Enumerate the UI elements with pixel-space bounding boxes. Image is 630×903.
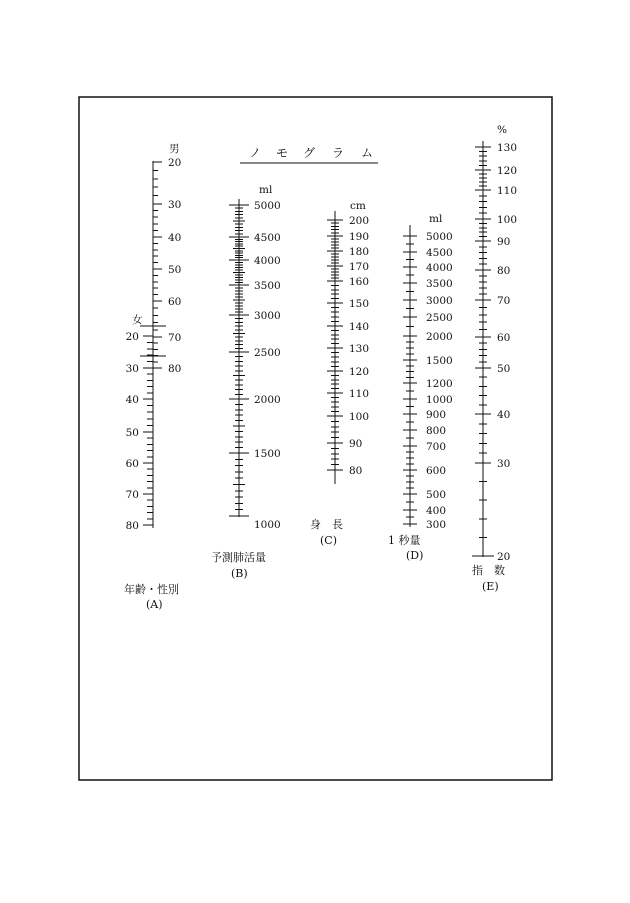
title-char-2: グ <box>303 146 316 160</box>
scale-a-male-label: 男 <box>169 143 180 155</box>
scale-c-tick-label: 80 <box>349 465 363 477</box>
scale-c-height <box>310 200 369 547</box>
scale-d-fev1 <box>388 213 453 562</box>
scale-a-name: 年齢・性別 <box>124 583 179 596</box>
scale-a-age-sex <box>124 143 181 611</box>
scale-e-tick-label: 30 <box>497 458 511 470</box>
scale-a-female-age-label: 80 <box>125 520 139 532</box>
scale-c-tick-label: 100 <box>349 411 370 423</box>
scale-d-tick-label: 500 <box>426 489 447 501</box>
scale-e-name: 指 数 <box>472 564 505 577</box>
scale-a-female-age-label: 40 <box>125 394 139 406</box>
scale-d-tick-label: 1000 <box>426 394 453 406</box>
scale-e-tick-label: 20 <box>497 551 511 563</box>
scale-b-predicted-vc <box>211 184 281 580</box>
scale-d-tick-label: 900 <box>426 409 447 421</box>
title-char-4: ム <box>361 146 374 160</box>
scale-e-tick-label: 70 <box>497 295 511 307</box>
title-group <box>240 146 378 163</box>
scale-e-tick-label: 130 <box>497 142 518 154</box>
scale-c-tick-label: 150 <box>349 298 370 310</box>
scale-b-name: 予測肺活量 <box>211 551 266 564</box>
scale-a-male-age-label: 70 <box>168 332 182 344</box>
scale-d-name: 1 秒量 <box>388 534 421 547</box>
scale-a-male-age-label: 50 <box>168 264 182 276</box>
scale-d-tick-label: 400 <box>426 505 447 517</box>
scale-c-tick-label: 120 <box>349 366 370 378</box>
scale-a-letter: (A) <box>146 598 163 611</box>
scale-e-tick-label: 60 <box>497 332 511 344</box>
scale-a-female-age-label: 60 <box>125 458 139 470</box>
scale-e-index <box>472 124 517 593</box>
scale-b-tick-label: 4000 <box>254 255 281 267</box>
scale-b-letter: (B) <box>231 567 248 580</box>
scale-b-tick-label: 2000 <box>254 394 281 406</box>
scale-d-tick-label: 2500 <box>426 312 453 324</box>
scale-b-tick-label: 4500 <box>254 232 281 244</box>
scale-e-unit: % <box>497 124 507 136</box>
scale-b-unit: ml <box>259 184 273 196</box>
scale-b-tick-label: 3000 <box>254 310 281 322</box>
scale-c-name: 身 長 <box>310 518 343 531</box>
scale-c-unit: cm <box>350 200 366 212</box>
scale-d-letter: (D) <box>406 549 424 562</box>
scale-d-tick-label: 4500 <box>426 247 453 259</box>
scale-c-tick-label: 110 <box>349 388 370 400</box>
scale-b-tick-label: 2500 <box>254 347 281 359</box>
scale-d-tick-label: 1500 <box>426 355 453 367</box>
scale-c-tick-label: 200 <box>349 215 370 227</box>
scale-b-tick-label: 3500 <box>254 280 281 292</box>
scale-a-male-age-label: 40 <box>168 232 182 244</box>
scale-a-male-age-label: 30 <box>168 199 182 211</box>
scale-a-female-age-label: 30 <box>125 363 139 375</box>
scale-e-letter: (E) <box>482 580 499 593</box>
scale-a-male-age-label: 80 <box>168 363 182 375</box>
scale-a-female-age-label: 20 <box>125 331 139 343</box>
title-char-3: ラ <box>332 146 345 160</box>
scale-c-letter: (C) <box>320 534 337 547</box>
scale-a-male-age-label: 20 <box>168 157 182 169</box>
scale-e-tick-label: 110 <box>497 185 518 197</box>
scale-a-male-age-label: 60 <box>168 296 182 308</box>
scale-c-tick-label: 170 <box>349 261 370 273</box>
scale-e-tick-label: 90 <box>497 236 511 248</box>
scale-d-tick-label: 3500 <box>426 278 453 290</box>
scale-e-tick-label: 80 <box>497 265 511 277</box>
scale-c-tick-label: 130 <box>349 343 370 355</box>
scale-c-tick-label: 90 <box>349 438 363 450</box>
scale-d-tick-label: 1200 <box>426 378 453 390</box>
scale-d-tick-label: 600 <box>426 465 447 477</box>
scale-d-tick-label: 5000 <box>426 231 453 243</box>
scale-a-female-age-label: 50 <box>125 427 139 439</box>
scale-e-tick-label: 120 <box>497 165 518 177</box>
scale-d-tick-label: 3000 <box>426 295 453 307</box>
title-char-1: モ <box>276 146 289 160</box>
scale-d-tick-label: 800 <box>426 425 447 437</box>
scale-c-tick-label: 180 <box>349 246 370 258</box>
scale-d-tick-label: 300 <box>426 519 447 531</box>
scale-c-tick-label: 160 <box>349 276 370 288</box>
scale-d-tick-label: 4000 <box>426 262 453 274</box>
scale-d-tick-label: 700 <box>426 441 447 453</box>
scale-e-tick-label: 100 <box>497 214 518 226</box>
scale-e-tick-label: 50 <box>497 363 511 375</box>
scale-c-tick-label: 140 <box>349 321 370 333</box>
scale-b-tick-label: 5000 <box>254 200 281 212</box>
scale-c-tick-label: 190 <box>349 231 370 243</box>
scale-e-tick-label: 40 <box>497 409 511 421</box>
scale-a-female-age-label: 70 <box>125 489 139 501</box>
scale-a-female-label: 女 <box>132 314 143 326</box>
title-char-0: ノ <box>249 146 262 160</box>
scale-b-tick-label: 1000 <box>254 519 281 531</box>
scale-d-tick-label: 2000 <box>426 331 453 343</box>
scale-d-unit: ml <box>429 213 443 225</box>
scale-b-tick-label: 1500 <box>254 448 281 460</box>
